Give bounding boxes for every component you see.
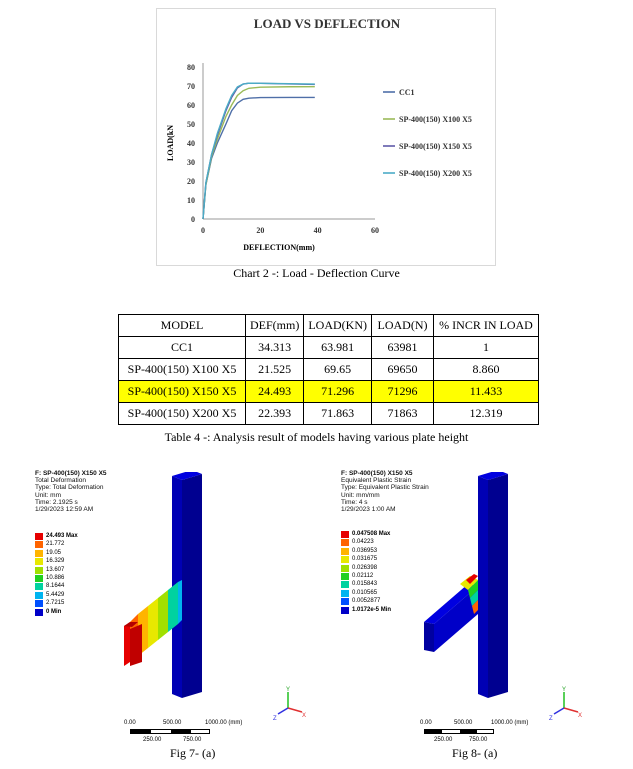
legend-label: SP-400(150) X100 X5: [399, 115, 472, 124]
legend-entry: 24.493 Max: [35, 532, 78, 540]
fig8-scale-bar: [424, 729, 494, 734]
chart-caption: Chart 2 -: Load - Deflection Curve: [233, 266, 400, 280]
legend-entry: 13.607: [35, 566, 78, 574]
fig8-info-line: Equivalent Plastic Strain: [341, 477, 412, 485]
fig7-caption: Fig 7- (a): [170, 746, 216, 760]
legend-swatch: [35, 550, 43, 557]
col-header: LOAD(N): [372, 315, 434, 337]
beam-piece: [168, 582, 178, 632]
fig7-axis-triad: [272, 686, 308, 722]
fig7-scale-750: 750.00: [183, 737, 202, 743]
table-cell: 71.863: [304, 403, 372, 425]
series-line: [203, 83, 315, 219]
legend-swatch: [35, 592, 43, 599]
legend-label: CC1: [399, 88, 415, 97]
table-cell: 22.393: [246, 403, 304, 425]
table-cell: 8.860: [434, 359, 539, 381]
table-cell: 34.313: [246, 337, 304, 359]
chart-title: LOAD VS DEFLECTION: [253, 16, 401, 31]
fig7-model: [120, 472, 230, 702]
legend-swatch: [35, 609, 43, 616]
table-cell: 21.525: [246, 359, 304, 381]
y-tick-label: 60: [187, 101, 195, 110]
fig8-scale-500: 500.00: [454, 720, 473, 726]
x-axis-line: [288, 708, 302, 712]
fig8-color-legend: [341, 530, 391, 614]
fig8-caption: Fig 8- (a): [452, 746, 498, 760]
legend-label: SP-400(150) X150 X5: [399, 142, 472, 151]
y-tick-label: 0: [191, 215, 195, 224]
fig7-info-line: Time: 2.1925 s: [35, 498, 78, 506]
legend-entry: 0.04223: [341, 538, 391, 546]
load-deflection-chart: [156, 8, 496, 266]
legend-entry: 19.05: [35, 549, 78, 557]
legend-swatch: [341, 565, 349, 572]
legend-entry: 0.0052877: [341, 597, 391, 605]
legend-swatch: [35, 541, 43, 548]
fig8-info-line: Type: Equivalent Plastic Strain: [341, 484, 429, 492]
legend-swatch: [35, 600, 43, 607]
fig8-scale-750: 750.00: [469, 737, 488, 743]
legend-swatch: [341, 607, 349, 614]
legend-entry: 10.886: [35, 574, 78, 582]
fig8-model: [416, 472, 526, 702]
beam-end-face: [130, 624, 142, 666]
legend-entry: 0.015843: [341, 580, 391, 588]
legend-entry: 0.02112: [341, 572, 391, 580]
beam-end: [124, 622, 130, 666]
fig7-scale-0: 0.00: [124, 720, 136, 726]
x-axis-label: DEFLECTION(mm): [243, 243, 315, 252]
y-tick-label: 70: [187, 82, 195, 91]
fig7-scale-250: 250.00: [143, 737, 162, 743]
legend-swatch: [341, 573, 349, 580]
z-axis-label: Z: [273, 716, 277, 722]
y-axis-label: Y: [286, 687, 291, 693]
beam-piece: [158, 590, 168, 640]
chart-svg: [157, 9, 497, 267]
legend-entry: 0.047508 Max: [341, 530, 391, 538]
legend-entry: 8.1644: [35, 582, 78, 590]
table-cell: 11.433: [434, 381, 539, 403]
fig8-info-line: Time: 4 s: [341, 498, 368, 506]
fig8-info-line: Unit: mm/mm: [341, 491, 380, 499]
legend-entry: 0.010565: [341, 589, 391, 597]
table-cell: 24.493: [246, 381, 304, 403]
legend-entry: 0.036953: [341, 547, 391, 555]
col-header: MODEL: [119, 315, 246, 337]
x-tick-label: 0: [201, 226, 205, 235]
legend-entry: 0.031675: [341, 555, 391, 563]
legend-swatch: [341, 539, 349, 546]
fig8-strain-panel: [316, 462, 633, 762]
series-line: [203, 97, 315, 219]
fig8-scale-250: 250.00: [434, 737, 453, 743]
legend-swatch: [35, 558, 43, 565]
legend-entry: 0.026398: [341, 564, 391, 572]
z-axis-line: [554, 708, 564, 714]
legend-entry: 2.7215: [35, 599, 78, 607]
beam-piece: [148, 598, 158, 648]
table-cell: 71.296: [304, 381, 372, 403]
table-row: [119, 337, 539, 359]
legend-swatch: [341, 598, 349, 605]
y-axis-label: Y: [562, 687, 567, 693]
fig8-info-line: 1/29/2023 1:00 AM: [341, 506, 396, 514]
beam-piece: [178, 580, 182, 624]
table-cell: SP-400(150) X150 X5: [119, 381, 246, 403]
x-tick-label: 20: [256, 226, 265, 235]
fig8-axis-triad: [548, 686, 584, 722]
table-cell: 71296: [372, 381, 434, 403]
y-tick-label: 10: [187, 196, 195, 205]
legend-entry: 16.329: [35, 557, 78, 565]
fig8-info-title: F: SP-400(150) X150 X5: [341, 470, 413, 477]
legend-swatch: [35, 533, 43, 540]
table-cell: SP-400(150) X200 X5: [119, 403, 246, 425]
table-row: [119, 403, 539, 425]
fig7-info-title: F: SP-400(150) X150 X5: [35, 470, 107, 477]
fig7-info-line: Unit: mm: [35, 491, 61, 499]
y-tick-label: 40: [187, 139, 195, 148]
legend-entry: 1.0172e-5 Min: [341, 606, 391, 614]
fig7-info-line: Total Deformation: [35, 477, 86, 485]
fig8-scale-0: 0.00: [420, 720, 432, 726]
legend-label: SP-400(150) X200 X5: [399, 169, 472, 178]
fig7-scale-500: 500.00: [163, 720, 182, 726]
legend-entry: 21.772: [35, 540, 78, 548]
beam-end: [424, 622, 434, 652]
legend-swatch: [341, 590, 349, 597]
col-header: LOAD(KN): [304, 315, 372, 337]
legend-swatch: [35, 583, 43, 590]
legend-entry: 0 Min: [35, 608, 78, 616]
results-table: [118, 314, 539, 425]
legend-swatch: [35, 575, 43, 582]
y-tick-label: 20: [187, 177, 195, 186]
table-cell: 1: [434, 337, 539, 359]
fig7-color-legend: [35, 532, 78, 616]
legend-swatch: [341, 581, 349, 588]
table-cell: 71863: [372, 403, 434, 425]
x-axis-label: X: [578, 713, 583, 719]
table-header-row: [119, 315, 539, 337]
z-axis-line: [278, 708, 288, 714]
fig8-scale-1000: 1000.00 (mm): [491, 720, 529, 726]
legend-swatch: [341, 548, 349, 555]
legend-entry: 5.4429: [35, 591, 78, 599]
table-cell: CC1: [119, 337, 246, 359]
table-caption: Table 4 -: Analysis result of models having various plate height: [164, 430, 469, 444]
x-axis-line: [564, 708, 578, 712]
series-line: [203, 87, 315, 219]
column-side: [488, 474, 508, 698]
z-axis-label: Z: [549, 716, 553, 722]
fig7-scale-bar: [130, 729, 210, 734]
column-side: [182, 474, 202, 698]
column-face: [478, 476, 488, 698]
col-header: DEF(mm): [246, 315, 304, 337]
table-row-highlighted: [119, 381, 539, 403]
fig7-deformation-panel: [0, 462, 310, 762]
table-cell: 63981: [372, 337, 434, 359]
x-tick-label: 60: [371, 226, 379, 235]
table-cell: 12.319: [434, 403, 539, 425]
y-tick-label: 80: [187, 63, 195, 72]
y-tick-label: 50: [187, 120, 195, 129]
x-axis-label: X: [302, 713, 307, 719]
col-header: % INCR IN LOAD: [434, 315, 539, 337]
table-cell: 69.65: [304, 359, 372, 381]
table-cell: SP-400(150) X100 X5: [119, 359, 246, 381]
series-line: [203, 83, 315, 219]
legend-swatch: [35, 567, 43, 574]
table-cell: 69650: [372, 359, 434, 381]
fig7-scale-1000: 1000.00 (mm): [205, 720, 243, 726]
y-tick-label: 30: [187, 158, 195, 167]
legend-swatch: [341, 531, 349, 538]
fig7-info-line: 1/29/2023 12:59 AM: [35, 506, 94, 514]
fig7-info-line: Type: Total Deformation: [35, 484, 104, 492]
table-cell: 63.981: [304, 337, 372, 359]
legend-swatch: [341, 556, 349, 563]
table-row: [119, 359, 539, 381]
x-tick-label: 40: [313, 226, 322, 235]
y-axis-label: LOAD(kN: [166, 124, 175, 162]
fig7-info: [35, 470, 107, 513]
